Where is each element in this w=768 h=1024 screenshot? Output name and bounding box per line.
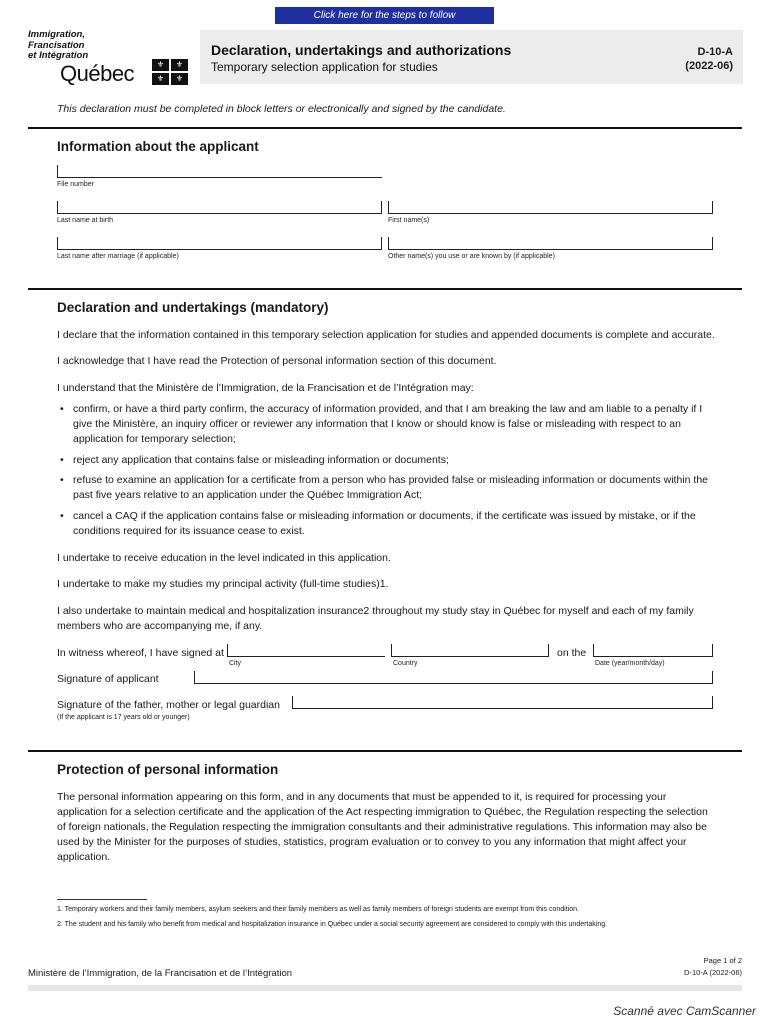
quebec-logo [28, 30, 198, 88]
privacy-text: The personal information appearing on this form, and in any documents that must be appended to it, is required for processing your application for a selection certificate and the application of the Act respecting immigration to Québec, the Regulation respecting the selection of foreign nationals, the Regulation respecting the immigration consultants and their administrative regulations. This information may also be used by the Minister for the purposes of studies, statistics, program evaluation or to convey to you any information that might affect your application. [57, 791, 708, 863]
privacy-section-title: Protection of personal information [57, 762, 279, 777]
form-code-number: D-10-A [697, 46, 733, 58]
logo-org-line3: et Intégration [28, 50, 89, 61]
signature-guardian-label: Signature of the father, mother or legal guardian [57, 699, 280, 711]
file-number-label: File number [57, 181, 94, 188]
declaration-p4: I undertake to receive education in the level indicated in this application. [57, 552, 391, 564]
form-code [685, 45, 733, 73]
last-name-birth-label: Last name at birth [57, 217, 114, 224]
intro-text: This declaration must be completed in block letters or electronically and signed by the candidate. [57, 103, 506, 115]
last-name-birth-field[interactable] [57, 201, 382, 214]
other-names-label: Other name(s) you use or are known by (if applicable) [388, 253, 555, 260]
form-header [200, 30, 743, 84]
declaration-p6: I also undertake to maintain medical and hospitalization insurance2 throughout my study stay in Québec for myself and each of my family members who are accompanying me, if any. [57, 605, 694, 632]
scanner-watermark: Scanné avec CamScanner [613, 1004, 756, 1018]
section-divider [28, 750, 742, 752]
declaration-p2: I acknowledge that I have read the Protection of personal information section of this document. [57, 355, 497, 367]
declaration-bullet: • confirm, or have a third party confirm, the accuracy of information provided, and that I am breaking the law and am liable to a penalty if I give the Ministère, an inquiry officer or reviewer any information that I know or should know is false or misleading with respect to an application for temporary selection; [57, 402, 717, 447]
date-label: Date (year/month/day) [595, 660, 665, 667]
declaration-p1: I declare that the information contained in this temporary selection application for studies and appended documents is complete and accurate. [57, 329, 715, 341]
guardian-note: (If the applicant is 17 years old or younger) [57, 714, 190, 721]
file-number-field[interactable] [57, 165, 382, 178]
section-divider [28, 127, 742, 129]
steps-link[interactable]: Click here for the steps to follow [275, 7, 494, 24]
witness-label: In witness whereof, I have signed at [57, 647, 224, 659]
declaration-bullet: • refuse to examine an application for a certificate from a person who has provided false or misleading information or documents within the past five years relative to an application under the Québec Immigration Act; [57, 473, 717, 503]
declaration-p5: I undertake to make my studies my principal activity (full-time studies)1. [57, 578, 389, 590]
first-names-field[interactable] [388, 201, 713, 214]
section-divider [28, 288, 742, 290]
first-names-label: First name(s) [388, 217, 430, 224]
declaration-bullet: • cancel a CAQ if the application contains false or misleading information or documents, if the certificate was issued by mistake, or if the conditions required for its issuance cease to exist. [57, 509, 717, 539]
last-name-marriage-field[interactable] [57, 237, 382, 250]
fleur-de-lis-flag-icon: ⚜ ⚜ ⚜ ⚜ [152, 59, 188, 85]
declaration-section-title: Declaration and undertakings (mandatory) [57, 300, 329, 315]
signature-applicant-label: Signature of applicant [57, 673, 159, 685]
form-title: Declaration, undertakings and authorizations [211, 42, 512, 58]
logo-org-line1: Immigration, [28, 29, 86, 40]
logo-quebec-name: Québec [60, 61, 135, 86]
form-subtitle: Temporary selection application for studies [211, 60, 438, 74]
page-number: Page 1 of 2 [703, 956, 742, 965]
footnote-2: 2. The student and his family who benefit from medical and hospitalization insurance in Québec under a social security agreement are considered to comply with this undertaking. [57, 921, 608, 928]
other-names-field[interactable] [388, 237, 713, 250]
signature-applicant-field[interactable] [194, 671, 713, 684]
signature-guardian-field[interactable] [292, 696, 713, 709]
applicant-section-title: Information about the applicant [57, 139, 259, 154]
footer-ministry: Ministère de l’Immigration, de la Francisation et de l’Intégration [28, 968, 293, 979]
footer-page-info [684, 955, 742, 979]
footnote-divider [57, 899, 147, 900]
footer-form-code: D-10-A (2022-06) [684, 968, 742, 977]
declaration-bullet: • reject any application that contains false or misleading information or documents; [57, 453, 717, 468]
date-field[interactable] [593, 644, 713, 657]
footer-bar [28, 985, 742, 991]
country-field[interactable] [391, 644, 549, 657]
city-field[interactable] [227, 644, 385, 657]
country-label: Country [393, 660, 418, 667]
last-name-marriage-label: Last name after marriage (if applicable) [57, 253, 179, 260]
form-code-date: (2022-06) [685, 60, 733, 72]
declaration-p3: I understand that the Ministère de l’Immigration, de la Francisation et de l’Intégration may: [57, 382, 474, 394]
on-the-label: on the [557, 647, 587, 659]
footnote-1: 1. Temporary workers and their family members, asylum seekers and their family members as well as family members of foreign students are exempt from this condition. [57, 906, 579, 913]
city-label: City [229, 660, 242, 667]
logo-org-line2: Francisation [28, 39, 85, 51]
